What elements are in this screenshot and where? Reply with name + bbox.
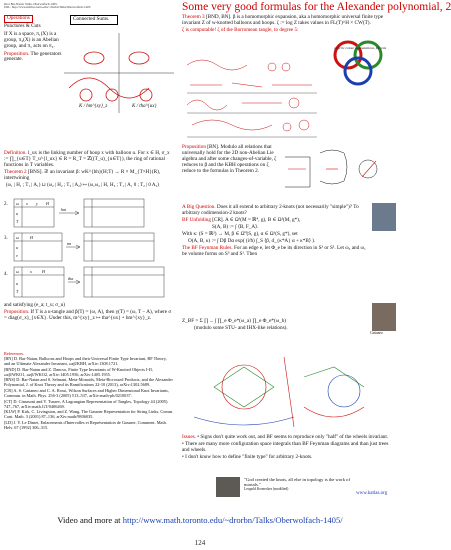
if-text: If T is a u-tangle and β(T) = (ω, A), then γ(T) = (ω, T − A), where σ = diag(σ_x)_{x∈X}. Under this, m^{xy}_z ↦ tha^{ux} ∘ hm^{xy}_z.: [4, 309, 172, 321]
big-question-label: A Big Question.: [182, 204, 216, 210]
theorem2-cite: [BNS].: [27, 168, 43, 175]
references-block: [4, 352, 174, 432]
kbh-diagram-figure: [280, 147, 396, 199]
poster: [4, 1, 451, 499]
feynman-text: For an edge e, let Φ_e be its direction in S³ or S¹. Let ω₃ and ω₁ be volume forms on S³ and S¹. Then: [182, 245, 366, 258]
svg-text:u: u: [16, 245, 19, 250]
with-text: With κ: (S = ℝ²) → M, β ∈ Ω⁰(S, g), α ∈ Ω¹(S, g*), set: [182, 231, 298, 238]
reference-item: [BN] D. Bar-Natan, Balloons and Hoops and their Universal Finite Type Invariant, BF Theory, and an Ultimate Alexander Invariant, ωεβ/KBH, arXiv:1308.1721.: [4, 355, 167, 366]
portrait-image: [372, 203, 396, 231]
svg-text:3.: 3.: [4, 236, 8, 241]
svg-text:u: u: [16, 281, 19, 286]
balloon-path: [69, 78, 149, 98]
punctures-label: Punctures & Cuts: [4, 22, 41, 29]
reference-item: [BND] D. Bar-Natan and Z. Dancso, Finite Type Invariants of W-Knotted Objects I-II, ωεβ/WKO1, ωεβ/WKO2, arXiv:1405.1956, arXiv:1405.1955.: [4, 366, 153, 377]
reference-item: [CT] D. Cimasoni and V. Turaev, A Lagrangian Representation of Tangles, Topology 44 (2005) 747–767, arXiv:math.GT/0406269.: [4, 398, 168, 409]
svg-text:H: H: [46, 201, 50, 206]
rule-and: and satisfying (e_a; t_u; σ_u): [4, 302, 65, 308]
rule4-label: tha: [68, 276, 74, 281]
page-title: Some very good formulas for the Alexander polynomial, 2: [182, 1, 451, 13]
definition-text: l_ux is the linking number of hoop x with balloon u. For x ∈ H, σ_x := ∏_{u∈T} T_u^{l_ux} ∈ R = R_T = ℤ((T_u)_{u∈T}), the ring of rational functions in T variables.: [4, 150, 170, 168]
header: [4, 3, 204, 10]
reference-item: [BNS] D. Bar-Natan and S. Selmani, Meta-Monoids, Meta-Bicrossed Products, and the Alexander Polynomial, J. of Knot Theory and its Ramifications 22-10 (2013), arXiv:1302.5689.: [4, 377, 173, 388]
proposition-label: Proposition.: [4, 50, 30, 57]
oab-formula: O(A, B, κ) := ∫ Dβ Dα exp( (i/ħ) ∫_S ⟨β, d_{κ*A} α + κ*B⟩ ).: [188, 238, 316, 245]
modulo-text: (modulo some STU- and IHX-like relations).: [194, 325, 288, 332]
proposition-marker: Proposition.: [4, 309, 30, 316]
svg-text:x: x: [26, 201, 28, 206]
rule1: (ω₁ | H₁ ; T₁ | A₁) ⊔ (ω₂ | H₂ ; T₂ | A₂) ↦ (ω₁ω₂ | H₁ H₂ ; T₁ | A₁ 0 ; T₂ | 0 A₂): [6, 183, 159, 188]
issue-item: There are many more configuration space integrals than BF Feynman diagrams and than just trees and wheels.: [182, 441, 389, 453]
fig-caption-left: K / hm^{xy}_z: [79, 104, 108, 109]
kronecker-portrait: [216, 477, 240, 497]
hoop-shape: [84, 52, 104, 64]
sab-formula: S(A, B) := ∫ ⟨B, F_A⟩.: [212, 224, 259, 231]
references-title: References.: [4, 351, 25, 356]
theorem3-text: β is a homomorphic expansion, aka a homomorphic universal finite type invariant Z of w-knotted balloons and hoops. ζ := log Z takes values in FL(T)^H × CW(T).: [182, 14, 384, 26]
header-line2[interactable]: URL: http://www.math.toronto.edu/~drorbn/Talks/Oberwolfach-1405/: [4, 5, 92, 10]
computable-text: ζ is computable! ζ of the Borromean tangle, to degree 5:: [182, 27, 299, 33]
feynman-label: The BF Feynman Rules.: [182, 245, 233, 252]
footer-url-link[interactable]: http://www.math.toronto.edu/~drorbn/Talks/Oberwolfach-1405/: [122, 515, 343, 525]
svg-text:T: T: [16, 219, 19, 224]
zbf-formula: Z_BF = Σ ∏ ... ∫ ∏_e Φ_e*(ω_a) ∏_e Φ_e*(ω_b): [182, 318, 287, 324]
connected-sums-box: [70, 15, 118, 25]
prop-bn-cite: [BN].: [207, 144, 220, 150]
bf-unfolding-cite: [CR].: [212, 217, 224, 223]
svg-text:ω: ω: [16, 269, 19, 274]
operations-block: [4, 15, 68, 63]
svg-text:x: x: [30, 269, 32, 274]
page-number: 124: [194, 539, 206, 547]
ops-text: If X is a space, π₁(X) is a group, π₂(X) is an Abelian group, and π₁ acts on π₂.: [4, 30, 59, 49]
svg-text:v: v: [16, 253, 18, 258]
feynman-diagrams-figure: [184, 347, 396, 435]
definition-block: [4, 151, 174, 183]
operations-title: Operations: [4, 15, 33, 23]
theorem2-label: Theorem 2: [4, 168, 27, 175]
borromean-caption: c cyclic colour permutations, forrests: [334, 46, 387, 50]
balloon-shape: [80, 89, 92, 101]
quote-text: "God created the knots, all else in topology is the work of mortals.": [244, 477, 350, 488]
quote-block: [244, 477, 352, 492]
rule2-label: hm: [61, 207, 67, 212]
prop-bn-text: Modulo all relations that universally hold for the 2D non-Abelian Lie algebra and after some changes-of-variable, ζ reduces to β and the KBH operations on ζ reduce to the formulas in Theorem 2.: [182, 144, 277, 174]
bf-unfolding-text: A ∈ Ω¹(M = ℝ⁴, g), B ∈ Ω²(M, g*),: [224, 217, 301, 223]
definition-label: Definition.: [4, 150, 27, 156]
cattaneo-name: Cattaneo: [370, 331, 383, 335]
portrait-image: [372, 303, 396, 331]
matrix-rules-figure: [4, 199, 174, 303]
svg-text:ω: ω: [16, 201, 19, 206]
katlas-link[interactable]: www.katlas.org: [356, 491, 388, 496]
reference-item: [LD] J. Y. Le Dimet, Enlacements d'Intervalles et Représentation de Gassner, Comment. Math. Helv. 67 (1992) 306–315.: [4, 420, 167, 431]
footer: [0, 515, 400, 525]
svg-text:H: H: [42, 269, 46, 274]
issues-block: Issues. • Signs don't quite work out, and BF seems to reproduce only "half" of the wheels invariant. • There are many more configuration space integrals than BF Feynman diagrams and than just trees and wheels. • I don't know how to define "finite type" for arbitrary 2-knots.: [182, 434, 389, 461]
svg-text:y: y: [36, 201, 38, 206]
big-question-text: Does it all extend to arbitrary 2-knots (not necessarily "simple")? To arbitrary codimension-2 knots?: [182, 204, 359, 216]
issues-label: Issues.: [182, 434, 196, 440]
operations-figure: [64, 33, 174, 113]
big-question-block: [182, 205, 370, 259]
reference-item: [KLW] P. Kirk, C. Livingston, and Z. Wang, The Gassner Representation for String Links, Comm. Cont. Math. 3 (2001) 87–136, arXiv:math/9806035.: [4, 409, 174, 420]
proposition-text: The generators generate.: [4, 50, 62, 63]
issue-item: Signs don't quite work out, and BF seems to reproduce only "half" of the wheels invariant.: [200, 434, 389, 440]
connected-sums-label: Connected Sums.: [73, 16, 110, 22]
svg-text:H: H: [30, 235, 34, 240]
bf-unfolding-label: BF Unfolding: [182, 217, 211, 223]
header-line1: Dror Bar-Natan: Talks: Oberwolfach-1405:: [4, 2, 58, 6]
svg-text:2.: 2.: [4, 202, 8, 207]
if-block: [4, 303, 174, 323]
svg-text:ω: ω: [16, 235, 19, 240]
issue-item: I don't know how to define "finite type" for arbitrary 2-knots.: [185, 454, 313, 461]
svg-text:T: T: [16, 289, 19, 294]
reference-item: [CR] A. S. Cattaneo and C. A. Rossi, Wilson Surfaces and Higher Dimensional Knot Invariants, Commun. in Math. Phys. 256-3 (2005) 513–537, arXiv:math-ph/0210037.: [4, 388, 169, 398]
zbf-block: [182, 319, 368, 333]
theorem3-cite: [BND, BN].: [205, 14, 232, 20]
svg-text:4.: 4.: [4, 272, 8, 277]
rule3-label: tm: [67, 241, 72, 246]
svg-text:u: u: [16, 211, 19, 216]
theorem2-text: ∃! an invariant β: wK^{bh}(H;T) → R × M_{T×H}(R), intertwining: [4, 168, 161, 181]
hoop-shape: [129, 52, 149, 64]
borromean-figure: [324, 33, 396, 93]
prop-bn-label: Proposition: [182, 144, 206, 150]
quote-author: Leopold Kronecker (modified): [244, 487, 289, 492]
footer-prefix: Video and more at: [57, 515, 123, 525]
theorem3-label: Theorem 3: [182, 14, 205, 20]
fig-caption-right: K / tha^{ux}: [132, 104, 157, 109]
proposition-bn-block: [182, 145, 278, 176]
